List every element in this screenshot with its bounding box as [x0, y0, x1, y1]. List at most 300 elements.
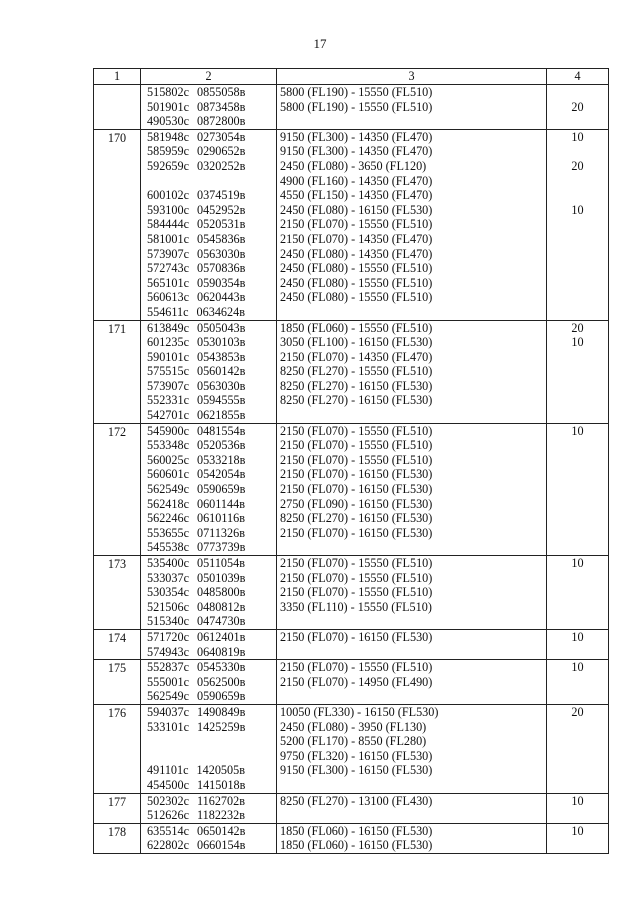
longitude: 0273054в — [196, 129, 246, 144]
latitude: 613849с — [147, 320, 189, 335]
coordinate-line — [141, 130, 276, 145]
altitude-range — [277, 114, 546, 129]
altitude-range: 1850 (FL060) - 15550 (FL510) — [280, 320, 433, 335]
coordinate-line — [141, 689, 276, 704]
latitude: 562549с — [147, 689, 189, 704]
altitude-range-cell — [277, 823, 547, 853]
value — [547, 232, 608, 247]
altitude-range — [277, 305, 546, 320]
longitude: 0563030в — [196, 246, 246, 261]
value — [547, 364, 608, 379]
latitude: 593100с — [147, 202, 189, 217]
longitude: 0872800в — [196, 114, 246, 129]
longitude: 0560142в — [196, 364, 246, 379]
coordinate-line — [141, 660, 276, 675]
latitude: 562246с — [147, 511, 189, 526]
altitude-range: 2450 (FL080) - 16150 (FL530) — [280, 202, 433, 217]
route-number-cell: 172 — [94, 423, 141, 555]
longitude: 0480812в — [196, 599, 246, 614]
altitude-range: 2150 (FL070) - 15550 (FL510) — [280, 452, 433, 467]
longitude: 0290652в — [196, 144, 246, 159]
longitude: 0452952в — [196, 202, 246, 217]
longitude: 0590659в — [196, 482, 246, 497]
coordinates-cell — [141, 823, 277, 853]
longitude: 0501039в — [196, 570, 246, 585]
latitude: 592659с — [147, 158, 189, 173]
value — [547, 393, 608, 408]
altitude-range-cell — [277, 423, 547, 555]
altitude-range: 10050 (FL330) - 16150 (FL530) — [280, 704, 439, 719]
altitude-range: 8250 (FL270) - 15550 (FL510) — [280, 364, 433, 379]
altitude-range: 2450 (FL080) - 3650 (FL120) — [280, 158, 427, 173]
longitude: 0545836в — [196, 231, 246, 246]
coordinate-line — [141, 482, 276, 497]
longitude: 0711326в — [196, 525, 245, 540]
latitude: 575515с — [147, 364, 189, 379]
value — [547, 497, 608, 512]
coordinate-line — [141, 438, 276, 453]
table-row — [94, 704, 609, 793]
coordinate-line — [141, 571, 276, 586]
longitude: 0634624в — [196, 304, 245, 319]
latitude: 594037с — [147, 704, 189, 719]
longitude: 1420505в — [196, 763, 245, 778]
value — [547, 188, 608, 203]
longitude: 0620443в — [196, 290, 246, 305]
latitude: 491101с — [147, 763, 189, 778]
value: 10 — [571, 660, 584, 675]
value — [547, 379, 608, 394]
altitude-range: 2150 (FL070) - 16150 (FL530) — [280, 525, 433, 540]
value — [547, 749, 608, 764]
value — [547, 276, 608, 291]
value — [547, 571, 608, 586]
coordinate-line — [141, 276, 276, 291]
header-col-3: 3 — [277, 69, 547, 85]
altitude-range: 2150 (FL070) - 15550 (FL510) — [280, 585, 433, 600]
latitude: 552331с — [147, 393, 189, 408]
altitude-range-cell — [277, 629, 547, 659]
altitude-range: 1850 (FL060) - 16150 (FL530) — [280, 823, 433, 838]
value — [547, 675, 608, 690]
table-row — [94, 423, 609, 555]
altitude-range-cell — [277, 704, 547, 793]
latitude: 555001с — [147, 674, 189, 689]
route-table — [93, 68, 609, 854]
value-cell — [547, 423, 609, 555]
longitude: 1425259в — [196, 719, 246, 734]
value — [547, 174, 608, 189]
value — [547, 261, 608, 276]
longitude: 0320252в — [196, 158, 246, 173]
value — [547, 720, 608, 735]
latitude: 502302с — [147, 793, 189, 808]
coordinates-cell — [141, 704, 277, 793]
coordinate-line — [141, 705, 276, 720]
value — [547, 511, 608, 526]
route-number-cell: 174 — [94, 629, 141, 659]
altitude-range: 8250 (FL270) - 16150 (FL530) — [280, 511, 433, 526]
altitude-range: 9150 (FL300) - 14350 (FL470) — [280, 129, 433, 144]
altitude-range: 1850 (FL060) - 16150 (FL530) — [280, 838, 433, 853]
coordinate-line — [141, 114, 276, 129]
altitude-range: 9150 (FL300) - 16150 (FL530) — [280, 763, 433, 778]
coordinate-line — [141, 734, 276, 749]
value-cell — [547, 556, 609, 630]
coordinate-line — [141, 778, 276, 793]
longitude: 0610116в — [196, 511, 245, 526]
longitude: 0590659в — [196, 689, 246, 704]
coordinate-line — [141, 630, 276, 645]
value: 20 — [571, 704, 584, 719]
altitude-range: 2150 (FL070) - 15550 (FL510) — [280, 438, 433, 453]
altitude-range: 3050 (FL100) - 16150 (FL530) — [280, 335, 433, 350]
longitude: 0612401в — [196, 629, 246, 644]
latitude: 535400с — [147, 556, 189, 570]
longitude: 0474730в — [196, 614, 246, 629]
latitude: 600102с — [147, 188, 189, 203]
value — [547, 645, 608, 660]
value: 10 — [571, 629, 584, 644]
route-number-cell: 177 — [94, 793, 141, 823]
table-header-row — [94, 69, 609, 85]
coordinates-cell — [141, 423, 277, 555]
coordinate-line — [141, 808, 276, 823]
value: 10 — [571, 202, 584, 217]
altitude-range: 2450 (FL080) - 14350 (FL470) — [280, 246, 433, 261]
latitude: 635514с — [147, 823, 189, 838]
altitude-range — [277, 689, 546, 704]
coordinate-line — [141, 203, 276, 218]
altitude-range: 2150 (FL070) - 16150 (FL530) — [280, 467, 433, 482]
value — [547, 838, 608, 853]
latitude: 560601с — [147, 467, 189, 482]
altitude-range: 5800 (FL190) - 15550 (FL510) — [280, 99, 433, 114]
value — [547, 808, 608, 823]
latitude: 622802с — [147, 838, 189, 853]
value — [547, 467, 608, 482]
latitude: 454500с — [147, 777, 189, 792]
coordinates-cell — [141, 660, 277, 705]
value — [547, 144, 608, 159]
coordinate-line — [141, 824, 276, 839]
latitude: 584444с — [147, 217, 189, 232]
altitude-range — [277, 645, 546, 660]
latitude: 573907с — [147, 378, 189, 393]
latitude: 560025с — [147, 452, 189, 467]
longitude: 1162702в — [196, 793, 245, 808]
altitude-range: 2450 (FL080) - 15550 (FL510) — [280, 275, 433, 290]
value: 20 — [571, 99, 584, 114]
longitude: 0601144в — [196, 496, 245, 511]
table-row — [94, 556, 609, 630]
latitude: 574943с — [147, 644, 189, 659]
longitude: 0545330в — [196, 660, 246, 675]
latitude: 553348с — [147, 438, 189, 453]
value — [547, 600, 608, 615]
latitude: 560613с — [147, 290, 189, 305]
value — [547, 114, 608, 129]
route-number-cell: 175 — [94, 660, 141, 705]
longitude: 1182232в — [196, 808, 245, 823]
altitude-range: 2150 (FL070) - 15550 (FL510) — [280, 217, 433, 232]
value — [547, 614, 608, 629]
value — [547, 85, 608, 100]
latitude: 571720с — [147, 629, 189, 644]
altitude-range-cell — [277, 85, 547, 130]
longitude: 0594555в — [196, 393, 246, 408]
latitude: 490530с — [147, 114, 189, 129]
altitude-range: 2150 (FL070) - 16150 (FL530) — [280, 482, 433, 497]
latitude: 554611с — [147, 304, 189, 319]
coordinate-line — [141, 675, 276, 690]
altitude-range: 2150 (FL070) - 15550 (FL510) — [280, 660, 433, 675]
altitude-range: 9750 (FL320) - 16150 (FL530) — [280, 748, 433, 763]
coordinate-line — [141, 217, 276, 232]
coordinate-line — [141, 364, 276, 379]
latitude: 530354с — [147, 585, 189, 600]
value-cell — [547, 320, 609, 423]
altitude-range — [277, 614, 546, 629]
value — [547, 217, 608, 232]
altitude-range — [277, 408, 546, 423]
coordinate-line — [141, 350, 276, 365]
coordinates-cell — [141, 129, 277, 320]
coordinate-line — [141, 261, 276, 276]
route-number-cell: 171 — [94, 320, 141, 423]
latitude: 590101с — [147, 349, 189, 364]
value: 20 — [571, 320, 584, 335]
latitude: 562549с — [147, 482, 189, 497]
value: 10 — [571, 823, 584, 838]
value — [547, 305, 608, 320]
longitude: 0542054в — [196, 467, 246, 482]
longitude: 0773739в — [196, 540, 246, 555]
longitude: 0660154в — [196, 838, 246, 853]
value — [547, 438, 608, 453]
table-row — [94, 793, 609, 823]
longitude: 0533218в — [196, 452, 246, 467]
coordinate-line — [141, 585, 276, 600]
longitude: 1415018в — [196, 777, 246, 792]
latitude: 572743с — [147, 261, 189, 276]
latitude: 542701с — [147, 408, 189, 423]
value: 10 — [571, 423, 584, 438]
value — [547, 734, 608, 749]
coordinate-line — [141, 600, 276, 615]
altitude-range: 5200 (FL170) - 8550 (FL280) — [280, 734, 427, 749]
value — [547, 408, 608, 423]
coordinate-line — [141, 408, 276, 423]
altitude-range: 8250 (FL270) - 16150 (FL530) — [280, 378, 433, 393]
longitude: 0640819в — [196, 644, 246, 659]
longitude: 0505043в — [196, 320, 246, 335]
table-row — [94, 660, 609, 705]
altitude-range: 2150 (FL070) - 15550 (FL510) — [280, 570, 433, 585]
altitude-range-cell — [277, 556, 547, 630]
table-row — [94, 85, 609, 130]
latitude: 565101с — [147, 275, 189, 290]
value-cell — [547, 704, 609, 793]
altitude-range: 5800 (FL190) - 15550 (FL510) — [280, 85, 433, 99]
value — [547, 763, 608, 778]
altitude-range — [277, 540, 546, 555]
coordinate-line — [141, 321, 276, 336]
coordinate-line — [141, 247, 276, 262]
value-cell — [547, 85, 609, 130]
coordinate-line — [141, 540, 276, 555]
coordinate-line — [141, 645, 276, 660]
latitude: 552837с — [147, 660, 189, 675]
altitude-range: 3350 (FL110) - 15550 (FL510) — [280, 599, 432, 614]
value — [547, 453, 608, 468]
altitude-range: 2150 (FL070) - 15550 (FL510) — [280, 423, 433, 438]
coordinates-cell — [141, 85, 277, 130]
altitude-range: 8250 (FL270) - 16150 (FL530) — [280, 393, 433, 408]
latitude: 512626с — [147, 808, 189, 823]
coordinate-line — [141, 614, 276, 629]
coordinate-line — [141, 290, 276, 305]
longitude: 0563030в — [196, 378, 246, 393]
latitude: 562418с — [147, 496, 189, 511]
coordinate-line — [141, 232, 276, 247]
coordinate-line — [141, 763, 276, 778]
value: 10 — [571, 556, 584, 570]
coordinate-line — [141, 838, 276, 853]
longitude: 0562500в — [196, 674, 246, 689]
altitude-range: 9150 (FL300) - 14350 (FL470) — [280, 144, 433, 159]
value-cell — [547, 823, 609, 853]
value-cell — [547, 793, 609, 823]
latitude: 521506с — [147, 599, 189, 614]
altitude-range: 2150 (FL070) - 16150 (FL530) — [280, 629, 433, 644]
coordinates-cell — [141, 556, 277, 630]
value — [547, 482, 608, 497]
longitude: 0530103в — [196, 335, 246, 350]
longitude: 0590354в — [196, 275, 246, 290]
table-row — [94, 320, 609, 423]
latitude: 553655с — [147, 525, 189, 540]
altitude-range-cell — [277, 129, 547, 320]
coordinate-line — [141, 526, 276, 541]
longitude: 0570836в — [196, 261, 246, 276]
value-cell — [547, 129, 609, 320]
coordinate-line — [141, 100, 276, 115]
altitude-range: 8250 (FL270) - 13100 (FL430) — [280, 793, 433, 808]
altitude-range — [277, 808, 546, 823]
altitude-range: 4550 (FL150) - 14350 (FL470) — [280, 188, 433, 203]
altitude-range: 2150 (FL070) - 14350 (FL470) — [280, 231, 433, 246]
latitude: 515340с — [147, 614, 189, 629]
value — [547, 247, 608, 262]
latitude: 585959с — [147, 144, 189, 159]
longitude: 0511054в — [196, 556, 245, 570]
longitude: 0621855в — [196, 408, 246, 423]
altitude-range: 2450 (FL080) - 15550 (FL510) — [280, 261, 433, 276]
table-row — [94, 823, 609, 853]
latitude: 545538с — [147, 540, 189, 555]
coordinate-line — [141, 497, 276, 512]
coordinate-line — [141, 511, 276, 526]
longitude: 0873458в — [196, 99, 246, 114]
table-row — [94, 129, 609, 320]
route-number-cell: 173 — [94, 556, 141, 630]
latitude: 581001с — [147, 231, 189, 246]
value — [547, 290, 608, 305]
route-number-cell: 178 — [94, 823, 141, 853]
coordinate-line — [141, 174, 276, 189]
longitude: 0520531в — [196, 217, 246, 232]
altitude-range: 4900 (FL160) - 14350 (FL470) — [280, 173, 433, 188]
altitude-range: 2150 (FL070) - 14950 (FL490) — [280, 674, 433, 689]
coordinate-line — [141, 393, 276, 408]
value: 10 — [571, 129, 584, 144]
longitude: 1490849в — [196, 704, 246, 719]
coordinate-line — [141, 379, 276, 394]
coordinate-line — [141, 794, 276, 809]
coordinate-line — [141, 749, 276, 764]
coordinate-line — [141, 720, 276, 735]
table-row — [94, 629, 609, 659]
route-number-cell — [94, 85, 141, 130]
longitude: 0374519в — [196, 188, 246, 203]
value — [547, 778, 608, 793]
coordinate-line — [141, 305, 276, 320]
latitude: 601235с — [147, 335, 189, 350]
altitude-range: 2150 (FL070) - 15550 (FL510) — [280, 556, 433, 570]
value-cell — [547, 660, 609, 705]
coordinate-line — [141, 159, 276, 174]
coordinates-cell — [141, 629, 277, 659]
altitude-range: 2450 (FL080) - 3950 (FL130) — [280, 719, 427, 734]
coordinates-cell — [141, 793, 277, 823]
altitude-range: 2450 (FL080) - 15550 (FL510) — [280, 290, 433, 305]
coordinate-line — [141, 467, 276, 482]
page-number: 17 — [313, 36, 327, 51]
coordinate-line — [141, 335, 276, 350]
value — [547, 540, 608, 555]
value — [547, 350, 608, 365]
longitude: 0650142в — [196, 823, 246, 838]
longitude: 0855058в — [196, 85, 246, 99]
coordinates-cell — [141, 320, 277, 423]
header-col-4: 4 — [547, 69, 609, 85]
value-cell — [547, 629, 609, 659]
longitude: 0485800в — [196, 585, 246, 600]
coordinate-line — [141, 188, 276, 203]
latitude: 515802с — [147, 85, 189, 99]
coordinate-line — [141, 424, 276, 439]
header-col-1: 1 — [94, 69, 141, 85]
longitude: 0481554в — [196, 423, 246, 438]
altitude-range — [277, 778, 546, 793]
latitude: 545900с — [147, 423, 189, 438]
altitude-range: 2750 (FL090) - 16150 (FL530) — [280, 496, 433, 511]
latitude: 533037с — [147, 570, 189, 585]
coordinate-line — [141, 556, 276, 571]
altitude-range-cell — [277, 793, 547, 823]
coordinate-line — [141, 453, 276, 468]
longitude: 0520536в — [196, 438, 246, 453]
value: 10 — [571, 793, 584, 808]
latitude: 573907с — [147, 246, 189, 261]
value — [547, 585, 608, 600]
coordinate-line — [141, 144, 276, 159]
altitude-range-cell — [277, 660, 547, 705]
value: 10 — [571, 335, 584, 350]
latitude: 501901с — [147, 99, 189, 114]
coordinate-line — [141, 85, 276, 100]
